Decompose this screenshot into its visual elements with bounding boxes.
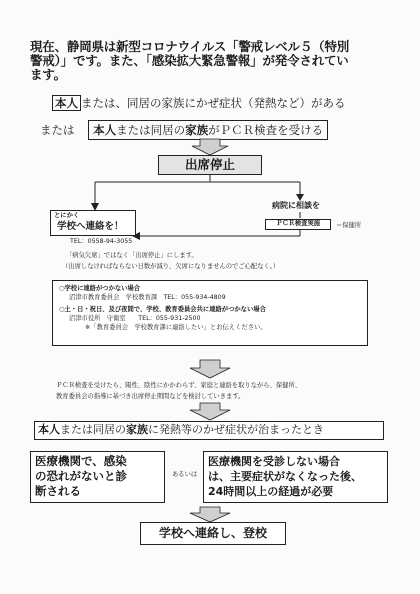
option2-line-1: 医療機関を受診しない場合 xyxy=(208,455,340,468)
condition-symptoms-text: または、同居の家族にかぜ症状（発熱など）がある xyxy=(81,96,346,110)
absence-note-2: （出席しなければならない日数が減り、欠席になりませんのでご心配なく。） xyxy=(62,263,280,270)
option1-line-1: 医療機関で、感染 xyxy=(35,454,127,468)
headline-line-2: 警戒）」です。また、「感染拡大緊急警報」が発令されてい xyxy=(30,53,349,68)
option-medical-clearance-box xyxy=(30,451,165,503)
arrow-down-1 xyxy=(192,139,228,155)
option2-line-2: は、主要症状がなくなった後、 xyxy=(208,470,362,483)
unreachable-title: ○学校に連絡がつかない場合 xyxy=(59,285,141,292)
headline-line-1: 現在、静岡県は新型コロナウイルス「警戒レベル５（特別 xyxy=(30,39,350,54)
absence-note-1: 「病気欠席」ではなく「出席停止」にします。 xyxy=(66,252,198,259)
city-hall-phone: 沼津市役所 守衛室 TEL：055-931-2500 xyxy=(69,315,201,322)
final-attend-box xyxy=(140,522,286,545)
arrow-down-4 xyxy=(190,507,230,522)
pcr-test-box xyxy=(265,219,331,230)
or-label: または xyxy=(40,123,75,137)
contact-school-prefix: とにかく xyxy=(54,212,80,219)
or-separator: あるいは xyxy=(172,471,198,478)
option1-line-2: の恐れがないと診 xyxy=(35,469,127,483)
condition-pcr-family: 家族 xyxy=(185,123,209,137)
headline-line-3: ます。 xyxy=(30,67,66,82)
option1-line-3: 断される xyxy=(35,484,81,498)
pcr-note-line-1: ＰＣＲ検査を受けたら、陽性、陰性にかかわらず、家庭と連絡を取りながら、保健所、 xyxy=(56,382,302,389)
condition-self: 本人 xyxy=(52,95,81,111)
recovery-family: 家族 xyxy=(126,423,148,436)
arrow-down-2 xyxy=(190,360,230,378)
recovery-mid: または同居の xyxy=(60,423,126,436)
health-center-label: ＝保健所 xyxy=(336,222,362,229)
attendance-stop-box xyxy=(158,155,262,175)
contact-school-box xyxy=(50,210,136,236)
final-attend-label: 学校へ連絡し、登校 xyxy=(158,526,267,540)
consult-hospital-label: 病院に相談を xyxy=(272,201,320,210)
recovery-self: 本人 xyxy=(38,423,60,436)
condition-pcr-mid: または同居の xyxy=(116,123,186,137)
pcr-note-line-2: 教育委員会の指導に基づき出席停止期間などを検討していきます。 xyxy=(56,393,245,400)
recovery-text: に発熱等のかぜ症状が治まったとき xyxy=(148,423,324,436)
recovery-condition-box xyxy=(34,421,384,440)
option2-line-3: 24時間以上の経過が必要 xyxy=(208,485,334,498)
condition-pcr-text: がＰＣＲ検査を受ける xyxy=(208,123,324,137)
attendance-stop-label: 出席停止 xyxy=(184,157,235,172)
unreachable-instruction: ※「教育委員会 学校教育課に連絡したい」とお伝えください。 xyxy=(85,324,267,331)
school-phone: TEL：0558-94-3055 xyxy=(70,238,133,245)
unreachable-title-2: ○土・日・祝日、及び夜間で、学校、教育委員会共に連絡がつかない場合 xyxy=(59,306,266,313)
education-board-phone: 沼津市教育委員会 学校教育課 TEL：055-934-4809 xyxy=(69,294,226,301)
arrow-down-3 xyxy=(190,403,230,420)
pcr-test-label: ＰＣＲ検査実施 xyxy=(275,220,321,227)
unreachable-contacts-box xyxy=(52,280,368,346)
condition-pcr-self: 本人 xyxy=(93,123,117,137)
contact-school-label: 学校へ連絡を！ xyxy=(57,221,124,232)
option-no-visit-box xyxy=(203,451,388,503)
